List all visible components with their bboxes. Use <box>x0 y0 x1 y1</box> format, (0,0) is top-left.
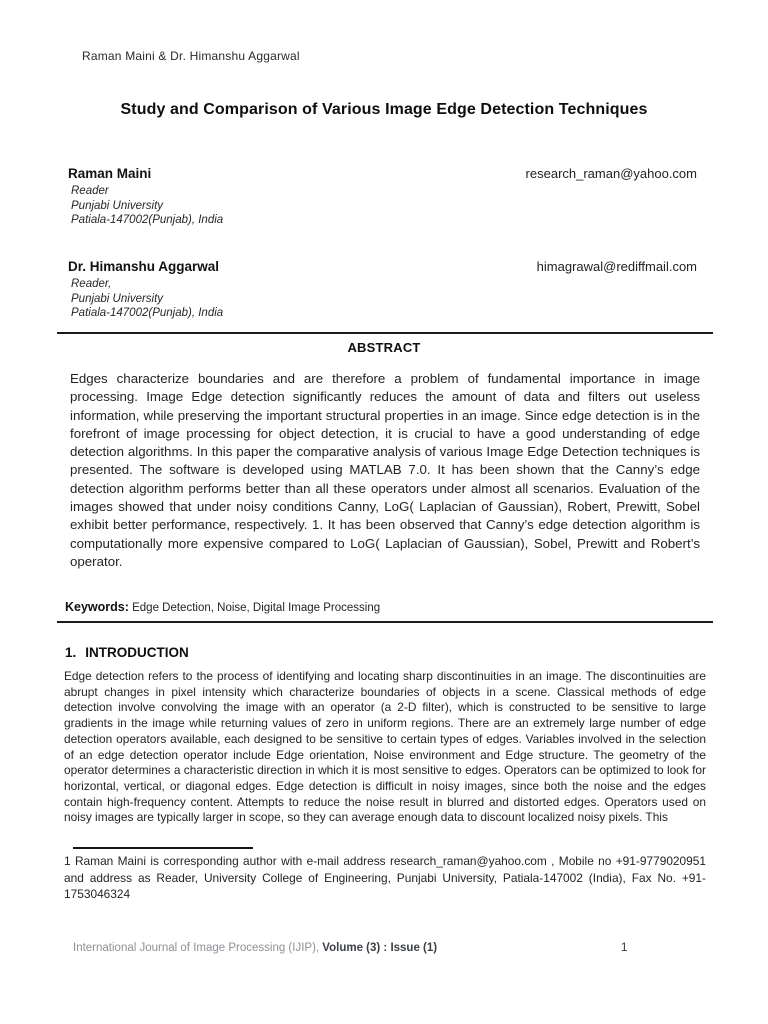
footer-volume-issue: Volume (3) : Issue (1) <box>322 942 438 954</box>
running-head: Raman Maini & Dr. Himanshu Aggarwal <box>82 49 300 63</box>
keywords-bottom-rule <box>57 621 713 623</box>
author-block-1 <box>68 166 697 228</box>
author-1-role: Reader <box>71 185 109 197</box>
author-2-role: Reader, <box>71 278 112 290</box>
keywords-line <box>65 600 705 614</box>
page-footer <box>73 942 697 954</box>
author-1-name: Raman Maini <box>68 166 152 181</box>
author-2-name: Dr. Himanshu Aggarwal <box>68 259 220 274</box>
author-2-university: Punjabi University <box>71 292 164 305</box>
paper-title: Study and Comparison of Various Image Edge Detection Techniques <box>120 101 648 118</box>
footer-journal-name: International Journal of Image Processing (IJIP), <box>73 942 323 954</box>
keywords-label: Keywords: <box>65 600 129 614</box>
author-1-university: Punjabi University <box>71 199 164 212</box>
introduction-paragraph: Edge detection refers to the process of identifying and locating sharp discontinuities in an image. The discontinuities are abrupt changes in pixel intensity which characterize boundaries of objects in a scene. Classical methods of edge detection involve convolving the image with an operator (a 2-D filter), which is constructed to be sensitive to large gradients in the image while returning values of zero in uniform regions. There are an extremely large number of edge detection operators available, each designed to be sensitive to certain types of edges. Variables involved in the selection of an edge detection operator include Edge orientation, Noise environment and Edge structure. The geometry of the operator determines a characteristic direction in which it is most sensitive to edges. Operators can be optimized to look for horizontal, vertical, or diagonal edges. Edge detection is difficult in noisy images, since both the noise and the edges contain high-frequency content. Attempts to reduce the noise result in blurred and distorted edges. Operators used on noisy images are typically larger in scope, so they can average enough data to discount localized noisy pixels. This <box>64 669 706 825</box>
section-heading-introduction <box>65 645 189 660</box>
footnote-text: 1 Raman Maini is corresponding author with e-mail address research_raman@yahoo.com , Mobile no +91-9779020951 and address as Reader, University College of Engineering, Punjabi University, Patiala-147002 (India), Fax No. +91-1753046324 <box>64 854 706 902</box>
author-2-email: himagrawal@rediffmail.com <box>536 259 697 274</box>
author-row <box>68 166 697 181</box>
footer-page-number: 1 <box>621 942 628 954</box>
author-1-address: Patiala-147002(Punjab), India <box>71 214 224 227</box>
abstract-top-rule <box>57 332 713 334</box>
author-row <box>68 259 697 274</box>
author-1-affiliation <box>68 184 697 228</box>
author-2-affiliation <box>68 277 697 321</box>
author-2-address: Patiala-147002(Punjab), India <box>71 307 224 320</box>
abstract-text: Edges characterize boundaries and are therefore a problem of fundamental importance in image processing. Image Edge detection significantly reduces the amount of data and filters out useless information, while preserving the important structural properties in an image. Since edge detection is in the forefront of image processing for object detection, it is crucial to have a good understanding of edge detection algorithms. In this paper the comparative analysis of various Image Edge Detection techniques is presented. The software is developed using MATLAB 7.0. It has been shown that the Canny’s edge detection algorithm performs better than all these operators under almost all scenarios. Evaluation of the images showed that under noisy conditions Canny, LoG( Laplacian of Gaussian), Robert, Prewitt, Sobel exhibit better performance, respectively. 1. It has been observed that Canny’s edge detection algorithm is computationally more expensive compared to LoG( Laplacian of Gaussian), Sobel, Prewitt and Robert’s operator. <box>70 371 700 569</box>
author-1-email: research_raman@yahoo.com <box>525 166 697 181</box>
section-number: 1. <box>65 645 77 660</box>
abstract-heading: ABSTRACT <box>347 340 421 355</box>
keywords-text: Edge Detection, Noise, Digital Image Processing <box>132 602 381 614</box>
footnote-rule <box>73 847 253 849</box>
section-title: INTRODUCTION <box>85 645 189 660</box>
author-block-2 <box>68 259 697 321</box>
